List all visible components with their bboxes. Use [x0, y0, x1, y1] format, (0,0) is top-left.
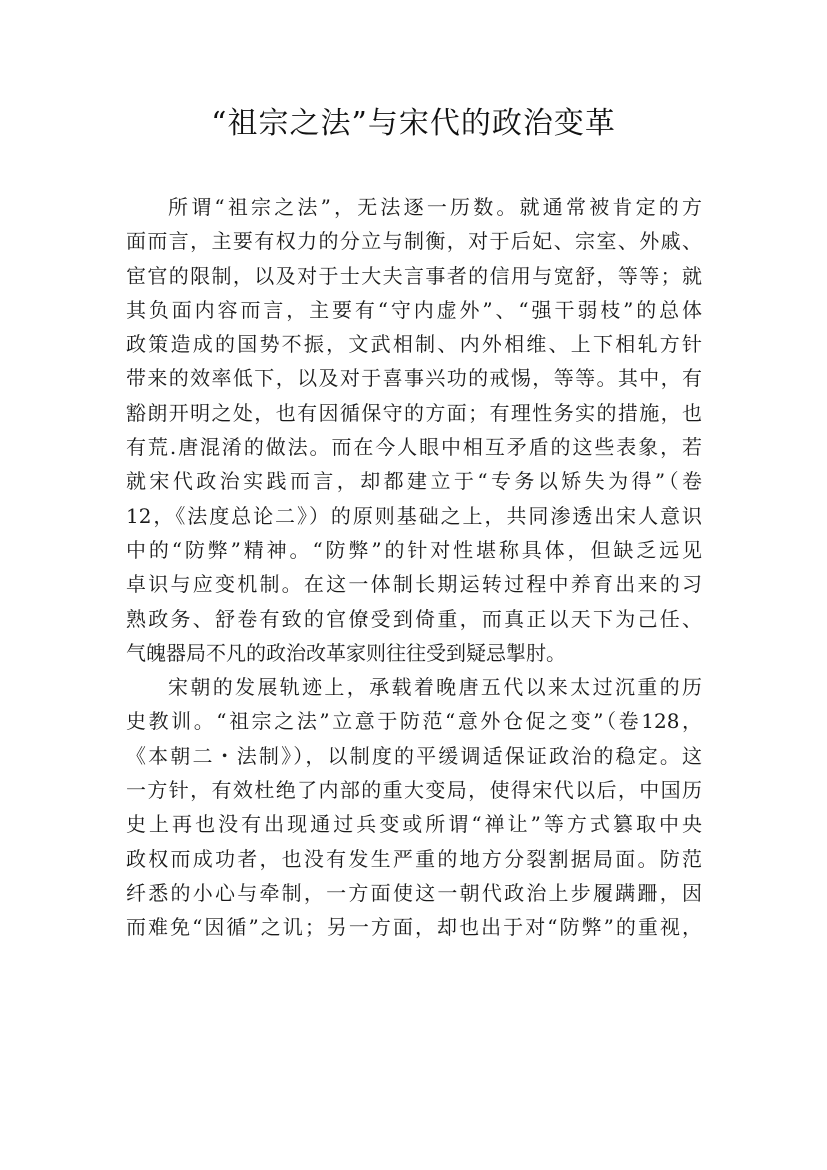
text-line: 有荒.唐混淆的做法。而在今人眼中相互矛盾的这些表象，若	[126, 435, 702, 460]
text-line: 政策造成的国势不振，文武相制、内外相维、上下相轧方针	[126, 332, 702, 357]
text-line: 宋朝的发展轨迹上，承载着晚唐五代以来太过沉重的历	[168, 675, 702, 700]
text-line: 纤悉的小心与牵制，一方面使这一朝代政治上步履蹒跚，因	[126, 880, 702, 905]
text-line: 卓识与应变机制。在这一体制长期运转过程中养育出来的习	[126, 572, 702, 597]
document-title: “祖宗之法”与宋代的政治变革	[211, 106, 616, 141]
text-line: 史上再也没有出现通过兵变或所谓“禅让”等方式篡取中央	[126, 812, 702, 837]
text-line: 《本朝二・法制》），以制度的平缓调适保证政治的稳定。这	[126, 743, 702, 768]
text-line: 气魄器局不凡的政治改革家则往往受到疑忌掣肘。	[126, 640, 566, 665]
text-line: 就宋代政治实践而言，却都建立于“专务以矫失为得”（卷	[126, 469, 702, 494]
text-line: 豁朗开明之处，也有因循保守的方面；有理性务实的措施，也	[126, 400, 702, 425]
text-line: 史教训。“祖宗之法”立意于防范“意外仓促之变”（卷128，	[126, 709, 702, 734]
paragraph-2	[126, 670, 702, 944]
text-line: 中的“防弊”精神。“防弊”的针对性堪称具体，但缺乏远见	[126, 537, 702, 562]
text-line: 宦官的限制，以及对于士大夫言事者的信用与宽舒，等等；就	[126, 263, 702, 288]
text-line: 其负面内容而言，主要有“守内虚外”、“强干弱枝”的总体	[126, 297, 702, 322]
text-line: 所谓“祖宗之法”，无法逐一历数。就通常被肯定的方	[168, 195, 702, 219]
text-line: 面而言，主要有权力的分立与制衡，对于后妃、宗室、外戚、	[126, 229, 702, 254]
text-line: 而难免“因循”之讥；另一方面，却也出于对“防弊”的重视，	[126, 915, 702, 940]
text-line: 12，《法度总论二》）的原则基础之上，共同渗透出宋人意识	[126, 503, 702, 528]
document-body	[126, 190, 702, 945]
paragraph-1	[126, 190, 702, 670]
text-line: 带来的效率低下，以及对于喜事兴功的戒惕，等等。其中，有	[126, 366, 702, 391]
text-line: 一方针，有效杜绝了内部的重大变局，使得宋代以后，中国历	[126, 778, 702, 803]
text-line: 政权而成功者，也没有发生严重的地方分裂割据局面。防范	[126, 846, 702, 871]
text-line: 熟政务、舒卷有致的官僚受到倚重，而真正以天下为己任、	[126, 606, 702, 631]
